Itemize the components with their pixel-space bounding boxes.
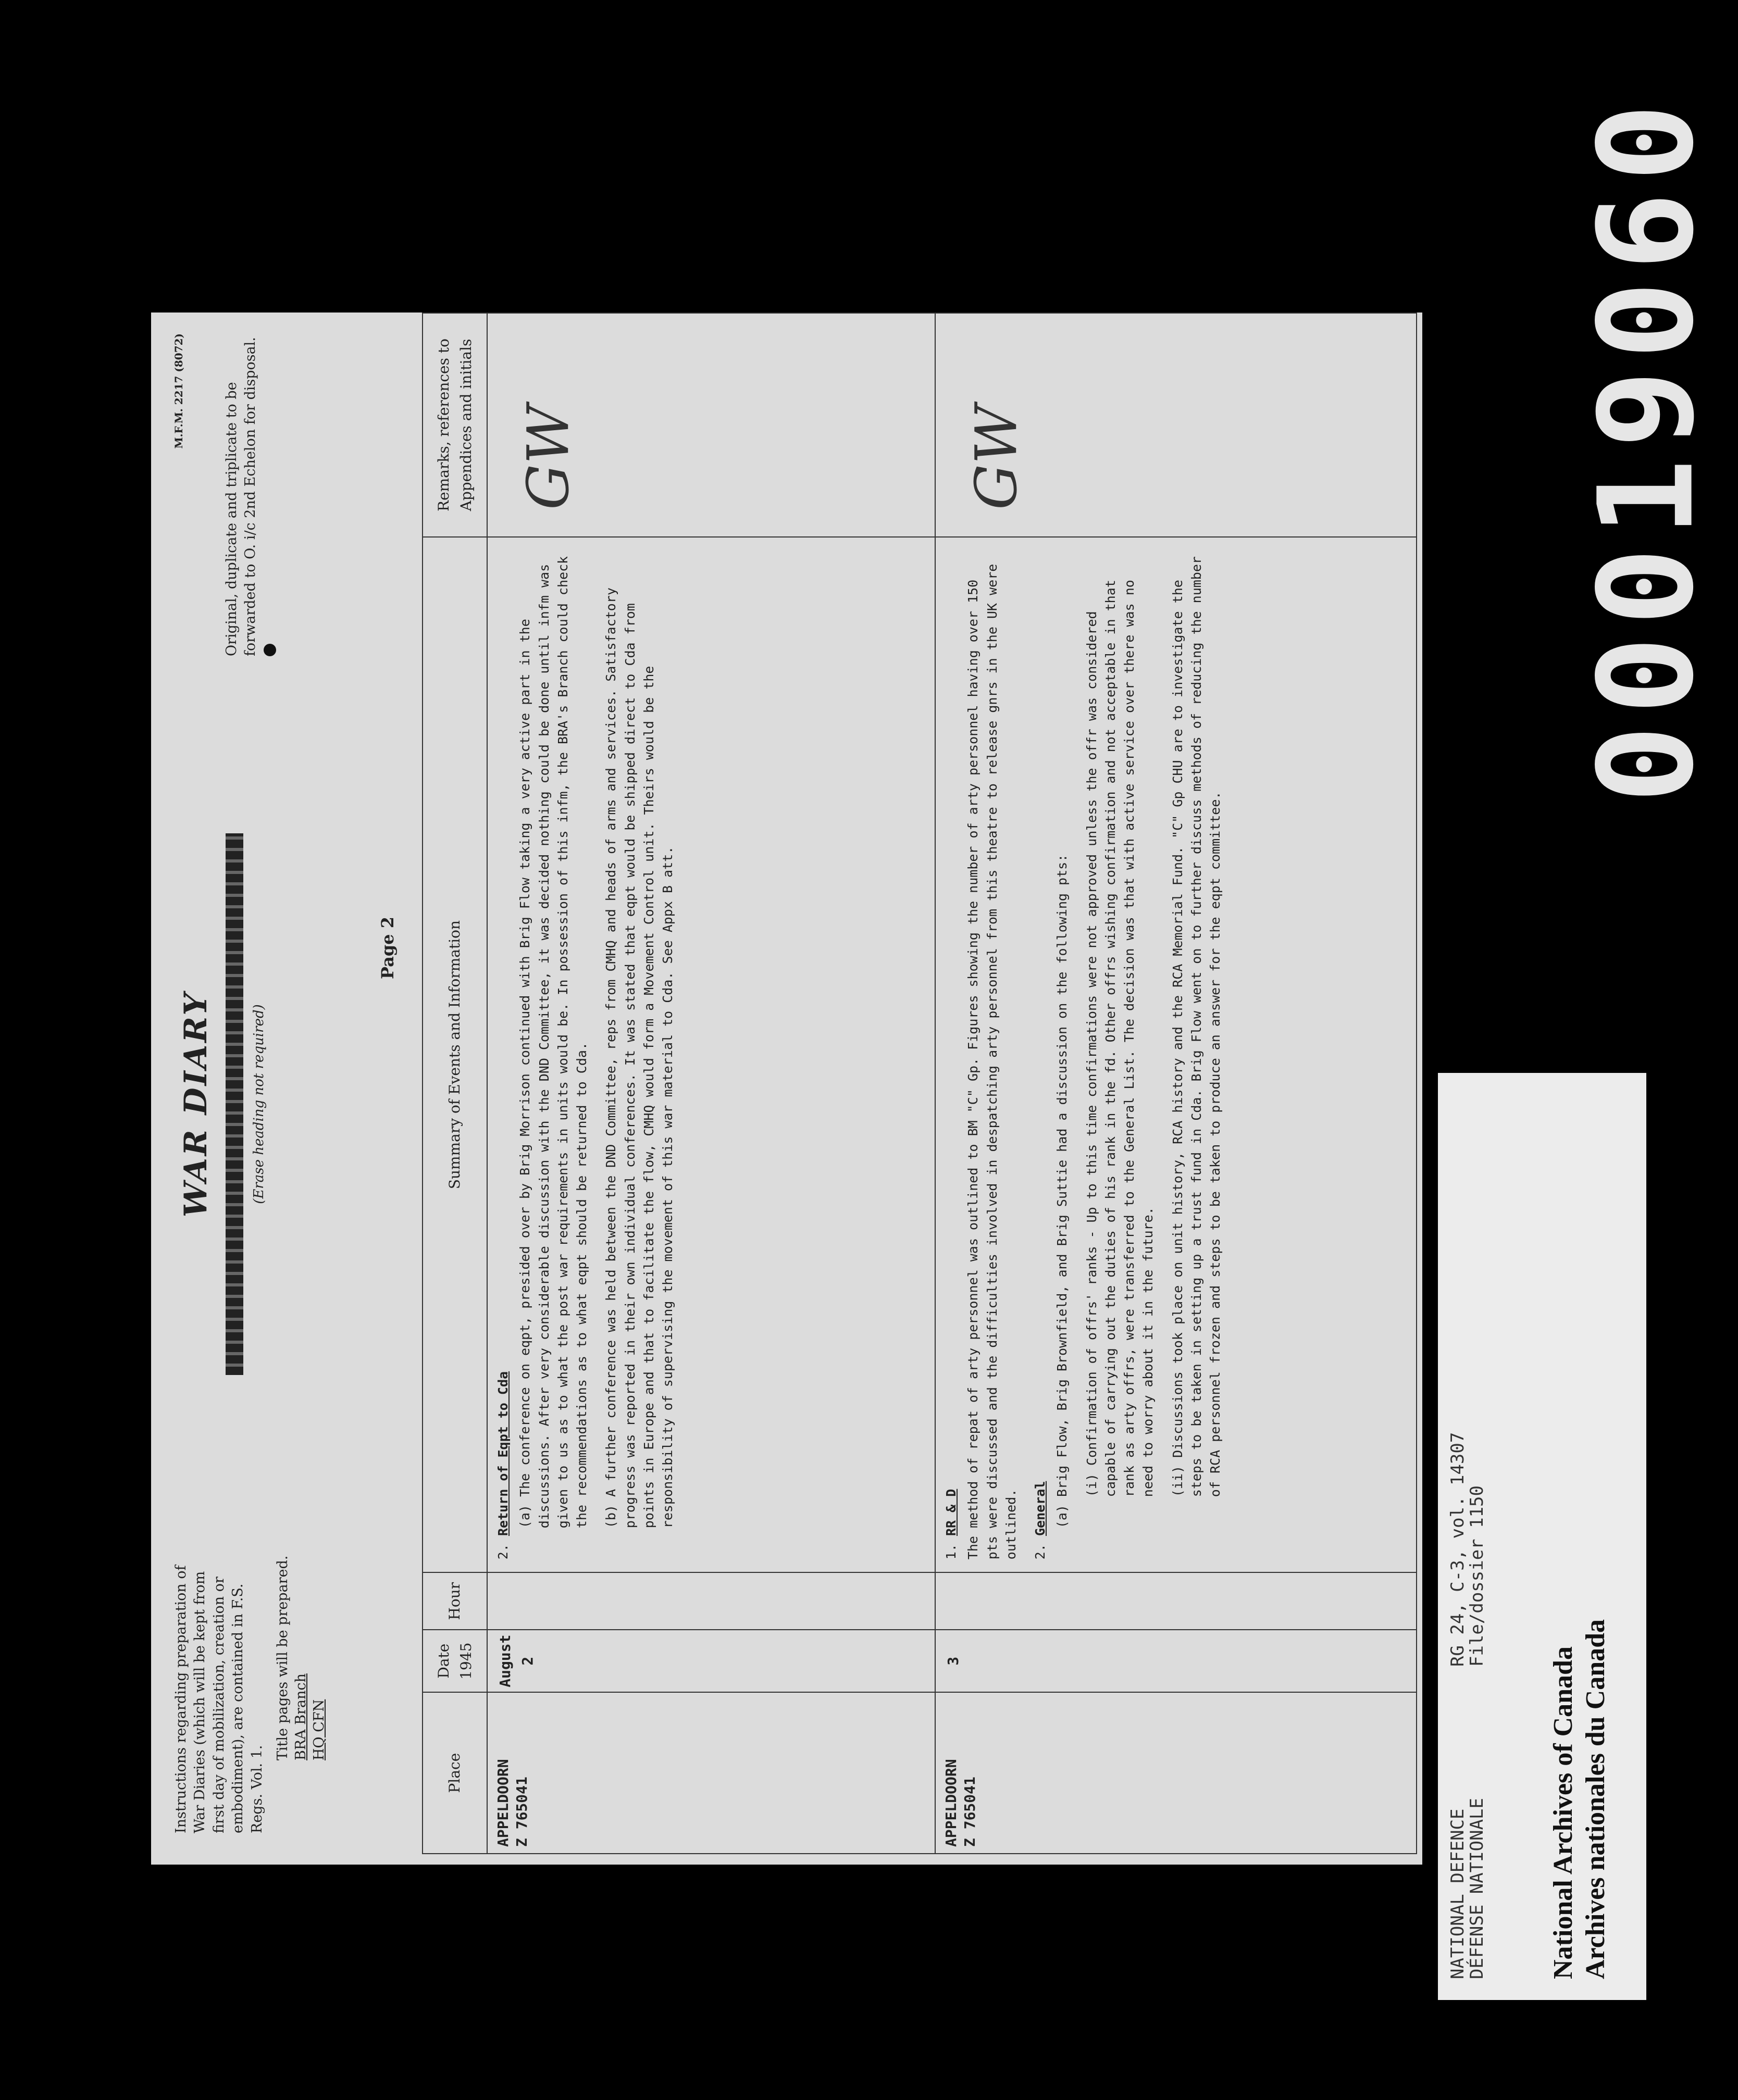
- place-cell: APPELDOORN Z 765041: [935, 1692, 1417, 1854]
- erase-note: (Erase heading not required): [251, 1004, 267, 1204]
- date-cell: 3: [935, 1630, 1417, 1692]
- archives-label: [1438, 1073, 1646, 2000]
- diary-entry: [487, 313, 935, 1854]
- frame-number-text: 00019060: [1570, 92, 1722, 804]
- dept-fr: DÉFENSE NATIONALE: [1467, 1798, 1488, 1979]
- summary-paragraph: (a) Brig Flow, Brig Brownfield, and Brig Suttie had a discussion on the following pts:: [1054, 854, 1070, 1529]
- hour-cell: [487, 1572, 935, 1630]
- summary-paragraph: (ii) Discussions took place on unit history, RCA history and the RCA Memorial Fund. "C" Gp CHU are to investigate the steps to be taken in setting up a trust fund in Cda. Brig Flow went on to further discuss methods of reducing the number of RCA personnel frozen and steps to be taken to produce an answer for the eqpt committee.: [1170, 556, 1223, 1497]
- distribution-note: M.F.M. 2217 (8072) Original, duplicate and triplicate to be forwarded to O. i/c 2nd Echelon for disposal.: [172, 333, 279, 656]
- col-date: Date 1945: [423, 1630, 487, 1692]
- archives-name-en: National Archives of Canada: [1548, 1646, 1578, 1979]
- summary-paragraph: (a) The conference on eqpt, presided over by Brig Morrison continued with Brig Flow taking a very active part in the discussions. After very considerable discussion with the DND Committee, it was decided nothing could be done until infm was given to us as to what the post war requirements in units would be. In possession of this infm, the BRA's Branch could check the recommendations as to what eqpt should be returned to Cda.: [517, 556, 589, 1529]
- diary-table: [422, 312, 1417, 1854]
- unit-name: BRA Branch: [293, 1673, 309, 1760]
- diary-entry: [935, 313, 1417, 1854]
- header: [172, 740, 269, 1469]
- remarks-cell: [935, 313, 1417, 537]
- col-hour: Hour: [423, 1572, 487, 1630]
- archive-ref-2: File/dossier 1150: [1467, 1485, 1488, 1667]
- date-cell: August 2: [487, 1630, 935, 1692]
- summary-paragraph: The method of repat of arty personnel was outlined to BM "C" Gp. Figures showing the number of arty personnel having over 150 pts were discussed and the difficulties involved in despatching arty personnel from this theatre to release gnrs in the UK were outlined.: [965, 564, 1019, 1560]
- dept-en: NATIONAL DEFENCE: [1447, 1808, 1468, 1979]
- archives-name-fr: Archives nationales du Canada: [1581, 1619, 1611, 1979]
- place-cell: APPELDOORN Z 765041: [487, 1692, 935, 1854]
- title-pages-note: Title pages will be prepared. BRA Branch HQ CFN: [274, 1555, 328, 1760]
- col-summary: Summary of Events and Information: [423, 537, 487, 1572]
- page-number: Page 2: [378, 916, 398, 979]
- archive-ref-1: RG 24, C-3, vol. 14307: [1447, 1432, 1468, 1667]
- hour-cell: [935, 1572, 1417, 1630]
- section-heading: Return of Eqpt to Cda: [495, 1371, 511, 1536]
- summary-cell: 2. Return of Eqpt to Cda (a) The conference on eqpt, presided over by Brig Morrison continued with Brig Flow taking a very active part in the discussions. After very considerable discussion with the DND Committee, it was decided nothing could be done until infm was given to us as to what the post war requirements in units would be. In possession of this infm, the BRA's Branch could check the recommendations as to what eqpt should be returned to Cda. (b) A further conference was held between the DND Committee, reps from CMHQ and heads of arms and services. Satisfactory progress was reported in their own individual conferences. It was stated that eqpt would be shipped direct to Cda from points in Europe and that to facilitate the flow, CMHQ would form a Movement Control unit. Theirs would be the responsibility of supervising the movement of this war material to Cda. See Appx B att.: [487, 537, 935, 1572]
- summary-paragraph: (b) A further conference was held between the DND Committee, reps from CMHQ and heads of arms and services. Satisfactory progress was reported in their own individual conferences. It was stated that eqpt would be shipped direct to Cda from points in Europe and that to facilitate the flow, CMHQ would form a Movement Control unit. Theirs would be the responsibility of supervising the movement of this war material to Cda. See Appx B att.: [603, 588, 675, 1529]
- initials-signature: GW: [515, 405, 581, 510]
- remarks-cell: [487, 313, 935, 537]
- ink-blot: [264, 644, 276, 656]
- form-code: M.F.M. 2217 (8072): [172, 333, 185, 449]
- col-place: Place: [423, 1692, 487, 1854]
- col-remarks: Remarks, references to Appendices and initials: [423, 313, 487, 537]
- summary-cell: 1. RR & D The method of repat of arty personnel was outlined to BM "C" Gp. Figures showing the number of arty personnel having over 150 pts were discussed and the difficulties involved in despatching arty personnel from this theatre to release gnrs in the UK were outlined. 2. General (a) Brig Flow, Brig Brownfield, and Brig Suttie had a discussion on the following pts: (i) Confirmation of offrs' ranks - Up to this time confirmations were not approved unless the offr was considered capable of carrying out the duties of his rank in the fd. Other offrs wishing confirmation and not acceptable in that rank as arty offrs, were transferred to the General List. The decision was that with active service over there was no need to worry about it in the future. (ii) Discussions took place on unit history, RCA history and the RCA Memorial Fund. "C" Gp CHU are to investigate the steps to be taken in setting up a trust fund in Cda. Brig Flow went on to further discuss methods of reducing the number of RCA personnel frozen and steps to be taken to produce an answer for the eqpt committee.: [935, 537, 1417, 1572]
- page-title: WAR DIARY: [178, 991, 214, 1218]
- initials-signature: GW: [963, 405, 1029, 510]
- war-diary-page: [151, 312, 1422, 1865]
- instructions: Instructions regarding preparation of War Diaries (which will be kept from first day of mobilization, creation or embodiment), are contained in F.S. Regs. Vol. 1.: [173, 1565, 265, 1833]
- summary-paragraph: (i) Confirmation of offrs' ranks - Up to this time confirmations were not approved unless the offr was considered capable of carrying out the duties of his rank in the fd. Other offrs wishing confirmation and not acceptable in that rank as arty offrs, were transferred to the General List. The decision was that with active service over there was no need to worry about it in the future.: [1084, 580, 1156, 1497]
- unit-hq: HQ CFN: [311, 1699, 328, 1760]
- section-heading: RR & D: [944, 1489, 959, 1536]
- section-heading: General: [1033, 1481, 1048, 1536]
- struck-heading: [226, 833, 243, 1375]
- frame-number: [1570, 92, 1722, 804]
